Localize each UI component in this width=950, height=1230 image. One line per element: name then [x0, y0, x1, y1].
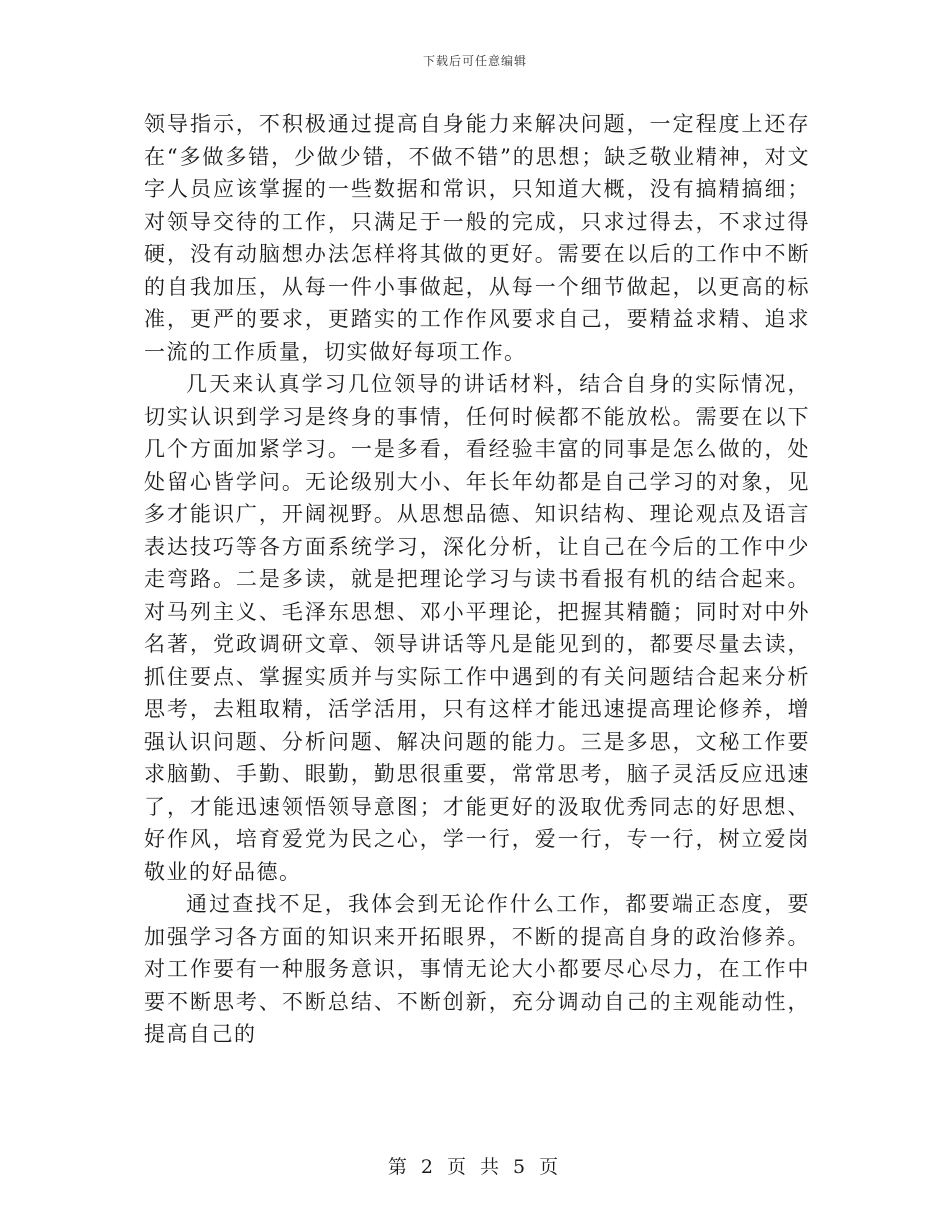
paragraph-reflection: 通过查找不足，我体会到无论作什么工作，都要端正态度，要加强学习各方面的知识来开拓眼界，不断的提高自身的政治修养。对工作要有一种服务意识，事情无论大小都要尽心尽力，在工作中要不断思考、不断总结、不断创新，充分调动自己的主观能动性，提高自己的 — [144, 892, 810, 1046]
document-body — [144, 108, 810, 1051]
paragraph-study: 几天来认真学习几位领导的讲话材料，结合自身的实际情况，切实认识到学习是终身的事情，任何时候都不能放松。需要在以下几个方面加紧学习。一是多看，看经验丰富的同事是怎么做的，处处留心皆学问。无论级别大小、年长年幼都是自己学习的对象，见多才能识广，开阔视野。从思想品德、知识结构、理论观点及语言表达技巧等各方面系统学习，深化分析，让自己在今后的工作中少走弯路。二是多读，就是把理论学习与读书看报有机的结合起来。对马列主义、毛泽东思想、邓小平理论，把握其精髓；同时对中外名著，党政调研文章、领导讲话等凡是能见到的，都要尽量去读，抓住要点、掌握实质并与实际工作中遇到的有关问题结合起来分析思考，去粗取精，活学活用，只有这样才能迅速提高理论修养，增强认识问题、分析问题、解决问题的能力。三是多思，文秘工作要求脑勤、手勤、眼勤，勤思很重要，常常思考，脑子灵活反应迅速了，才能迅速领悟领导意图；才能更好的汲取优秀同志的好思想、好作风，培育爱党为民之心，学一行，爱一行，专一行，树立爱岗敬业的好品德。 — [144, 372, 810, 884]
page-number: 第 2 页 共 5 页 — [387, 1156, 563, 1178]
paragraph-continuation: 领导指示，不积极通过提高自身能力来解决问题，一定程度上还存在“多做多错，少做少错，不做不错”的思想；缺乏敬业精神，对文字人员应该掌握的一些数据和常识，只知道大概，没有搞精搞细；对领导交待的工作，只满足于一般的完成，只求过得去，不求过得硬，没有动脑想办法怎样将其做的更好。需要在以后的工作中不断的自我加压，从每一件小事做起，从每一个细节做起，以更高的标准，更严的要求，更踏实的工作作风要求自己，要精益求精、追求一流的工作质量，切实做好每项工作。 — [144, 112, 810, 364]
page-header: 下载后可任意编辑 — [422, 54, 527, 68]
